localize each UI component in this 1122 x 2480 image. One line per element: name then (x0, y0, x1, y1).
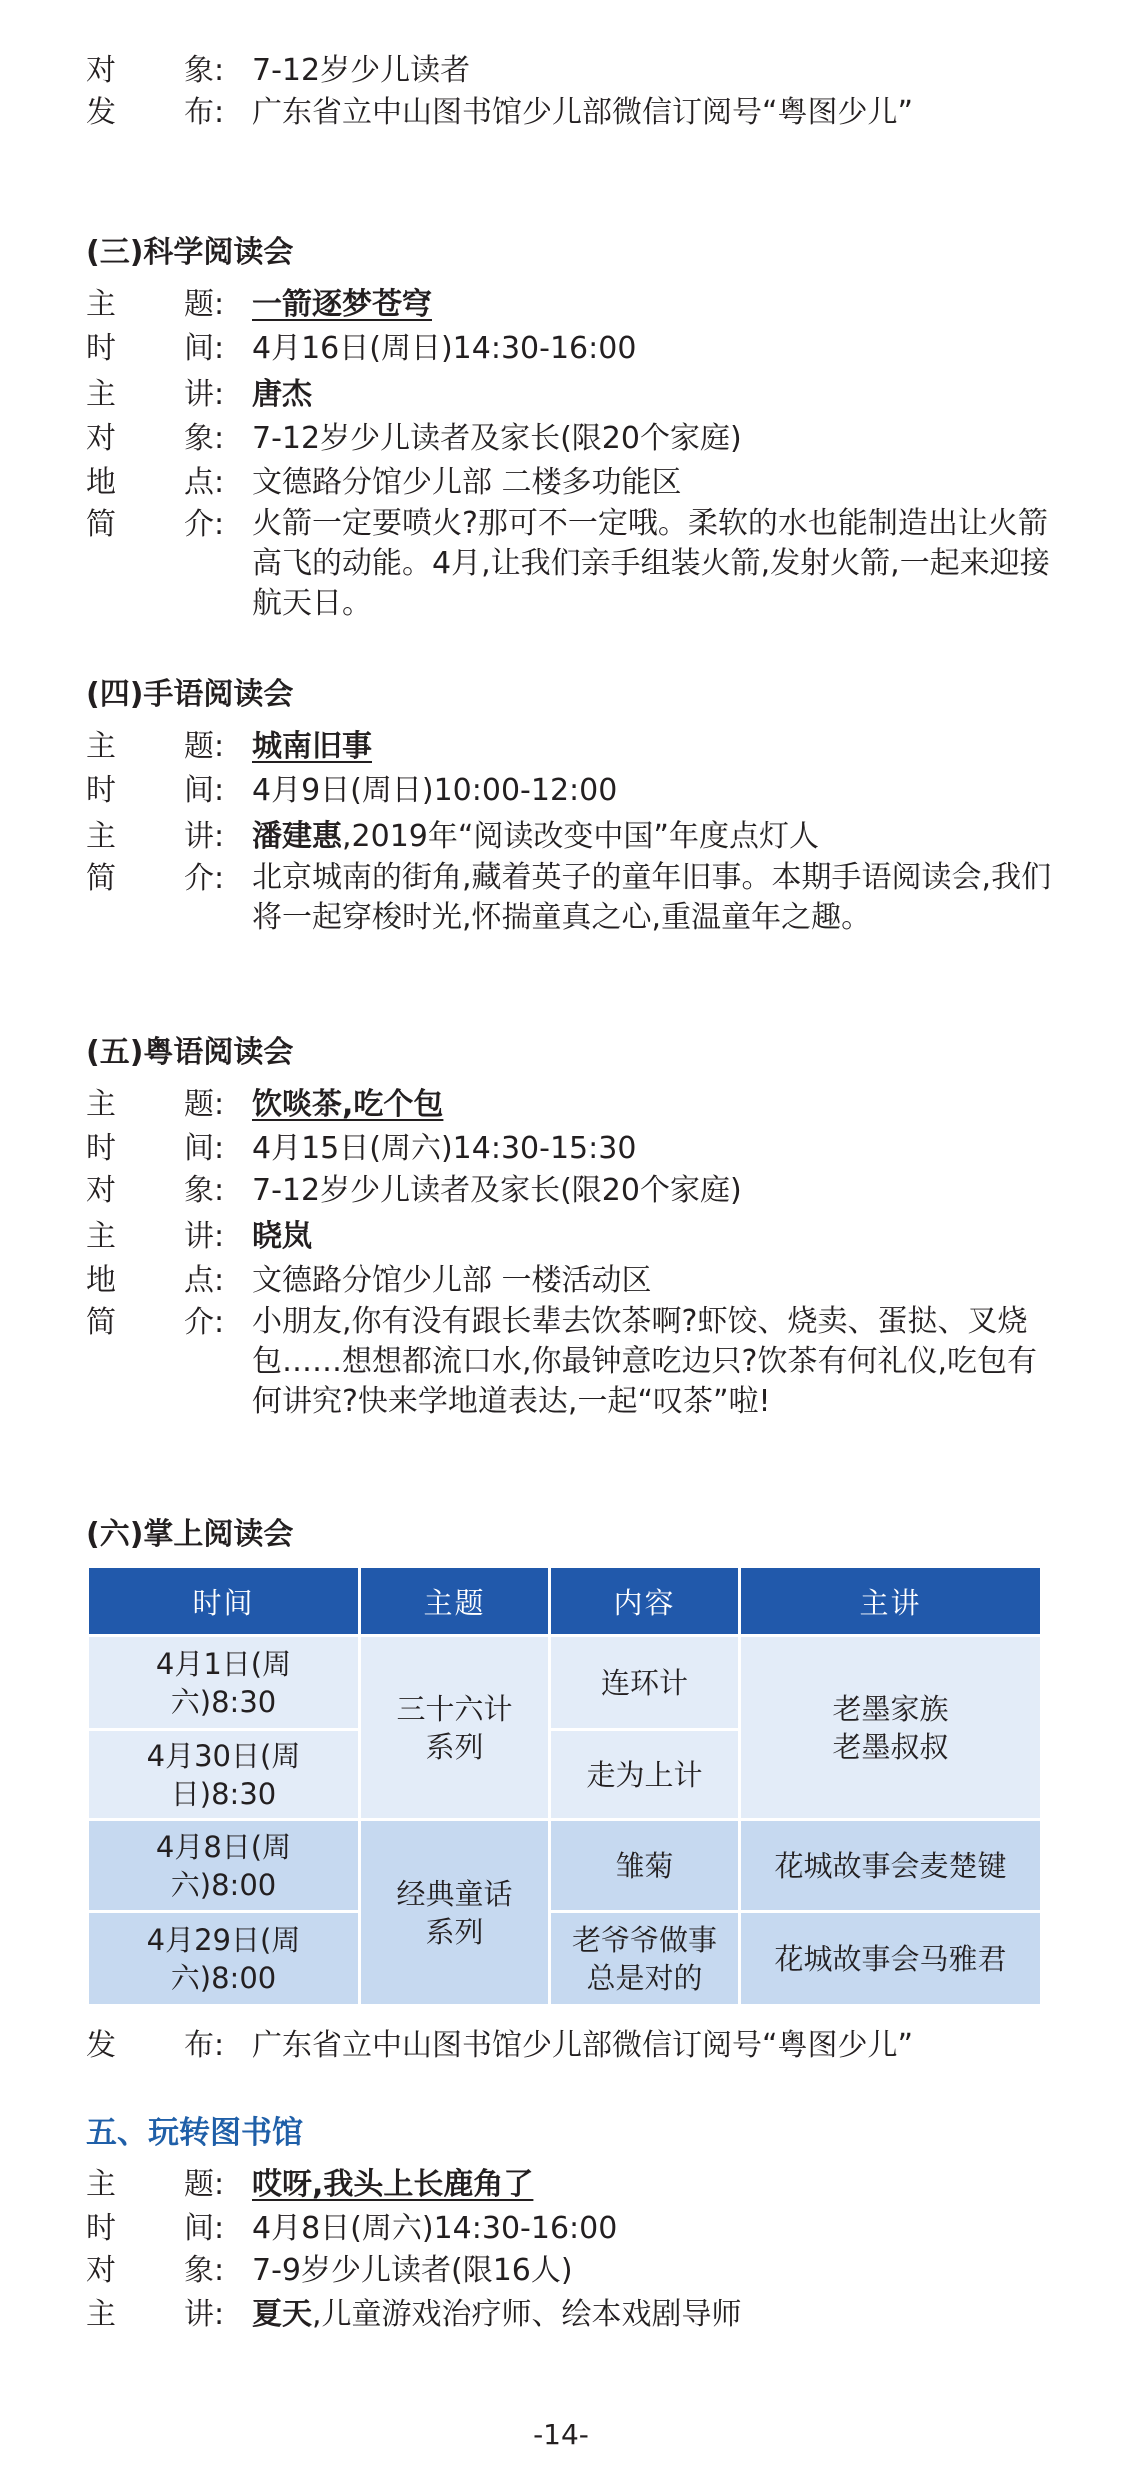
label-char: 时 (86, 2211, 116, 2246)
label-char: 间 (184, 773, 214, 808)
label-char: 点 (184, 465, 214, 500)
label-char: 时 (86, 773, 116, 808)
speaker-desc: ,2019年“阅读改变中国”年度点灯人 (342, 819, 819, 854)
label-char: 主 (86, 2167, 116, 2202)
place-value: 文德路分馆少儿部 二楼多功能区 (252, 465, 682, 500)
table-row (88, 1820, 1042, 1912)
label-colon: : (214, 331, 225, 366)
label-char: 时 (86, 331, 116, 366)
theme-value: 一箭逐梦苍穹 (252, 287, 432, 322)
column-header-topic: 主题 (360, 1567, 550, 1636)
label-colon: : (214, 1263, 225, 1298)
table-row (88, 1636, 1042, 1730)
speaker-value: 唐杰 (252, 377, 312, 412)
label-char: 象 (184, 2253, 214, 2288)
section-heading-library: 五、玩转图书馆 (86, 2115, 303, 2151)
label-char: 题 (184, 729, 214, 764)
label-char: 发 (86, 2028, 116, 2063)
time-cell: 4月1日(周六)8:30 (88, 1636, 360, 1730)
label-char: 主 (86, 2297, 116, 2332)
label-colon: : (214, 507, 225, 542)
intro-text: 火箭一定要喷火?那可不一定哦。柔软的水也能制造出让火箭高飞的动能。4月,让我们亲手组装火箭,发射火箭,一起来迎接航天日。 (252, 506, 1050, 621)
label-char: 象 (184, 421, 214, 456)
label-colon: : (214, 1305, 225, 1340)
audience-value: 7-12岁少儿读者 (252, 53, 471, 88)
speaker-value: 晓岚 (252, 1219, 312, 1254)
label-char: 主 (86, 729, 116, 764)
label-colon: : (214, 729, 225, 764)
audience-value: 7-12岁少儿读者及家长(限20个家庭) (252, 421, 742, 456)
content-cell: 连环计 (550, 1636, 740, 1730)
label-char: 象 (184, 1173, 214, 1208)
topic-cell: 三十六计系列 (360, 1636, 550, 1820)
table-header-row (88, 1567, 1042, 1636)
label-char: 介 (184, 861, 214, 896)
label-char: 地 (86, 1263, 116, 1298)
time-value: 4月8日(周六)14:30-16:00 (252, 2211, 618, 2246)
time-value: 4月9日(周日)10:00-12:00 (252, 773, 618, 808)
label-char: 题 (184, 2167, 214, 2202)
time-cell: 4月29日(周六)8:00 (88, 1912, 360, 2006)
speaker-cell: 老墨家族老墨叔叔 (740, 1636, 1042, 1820)
section-heading-cantonese: (五)粤语阅读会 (86, 1035, 294, 1070)
time-value: 4月15日(周六)14:30-15:30 (252, 1131, 637, 1166)
label-char: 简 (86, 861, 116, 896)
time-value: 4月16日(周日)14:30-16:00 (252, 331, 637, 366)
label-colon: : (214, 1219, 225, 1254)
label-char: 象 (184, 53, 214, 88)
label-char: 题 (184, 1087, 214, 1122)
label-char: 对 (86, 53, 116, 88)
label-char: 布 (184, 2028, 214, 2063)
label-colon: : (214, 95, 225, 130)
label-char: 讲 (184, 1219, 214, 1254)
label-char: 简 (86, 507, 116, 542)
label-char: 主 (86, 1219, 116, 1254)
label-char: 介 (184, 507, 214, 542)
speaker-value (252, 2294, 1122, 2336)
label-colon: : (214, 421, 225, 456)
label-char: 讲 (184, 819, 214, 854)
label-char: 间 (184, 331, 214, 366)
label-char: 对 (86, 1173, 116, 1208)
time-cell: 4月30日(周日)8:30 (88, 1730, 360, 1820)
label-colon: : (214, 2211, 225, 2246)
label-colon: : (214, 465, 225, 500)
label-colon: : (214, 1173, 225, 1208)
label-char: 点 (184, 1263, 214, 1298)
theme-value: 饮啖茶,吃个包 (252, 1087, 444, 1122)
label-char: 间 (184, 2211, 214, 2246)
speaker-cell: 花城故事会马雅君 (740, 1912, 1042, 2006)
publish-value: 广东省立中山图书馆少儿部微信订阅号“粤图少儿” (252, 95, 914, 130)
label-colon: : (214, 1131, 225, 1166)
label-colon: : (214, 773, 225, 808)
label-char: 主 (86, 1087, 116, 1122)
label-colon: : (214, 2253, 225, 2288)
topic-cell: 经典童话系列 (360, 1820, 550, 2006)
section-heading-science: (三)科学阅读会 (86, 235, 294, 270)
place-value: 文德路分馆少儿部 一楼活动区 (252, 1263, 652, 1298)
label-char: 时 (86, 1131, 116, 1166)
label-char: 主 (86, 819, 116, 854)
label-char: 讲 (184, 377, 214, 412)
publish-value: 广东省立中山图书馆少儿部微信订阅号“粤图少儿” (252, 2028, 914, 2063)
table-row (88, 1912, 1042, 2006)
speaker-name: 潘建惠 (252, 819, 342, 854)
label-colon: : (214, 2028, 225, 2063)
audience-value: 7-9岁少儿读者(限16人) (252, 2253, 573, 2288)
theme-value: 城南旧事 (252, 729, 372, 764)
label-char: 主 (86, 377, 116, 412)
intro-text: 小朋友,你有没有跟长辈去饮茶啊?虾饺、烧卖、蛋挞、叉烧包……想想都流口水,你最钟意吃边只?饮茶有何礼仪,吃包有何讲究?快来学地道表达,一起“叹茶”啦! (252, 1304, 1037, 1419)
label-colon: : (214, 377, 225, 412)
label-char: 间 (184, 1131, 214, 1166)
speaker-value (252, 816, 1122, 858)
label-char: 题 (184, 287, 214, 322)
speaker-cell: 花城故事会麦楚键 (740, 1820, 1042, 1912)
section-heading-sign-language: (四)手语阅读会 (86, 677, 294, 712)
content-cell: 雏菊 (550, 1820, 740, 1912)
label-char: 介 (184, 1305, 214, 1340)
label-colon: : (214, 2297, 225, 2332)
column-header-speaker: 主讲 (740, 1567, 1042, 1636)
label-colon: : (214, 819, 225, 854)
label-char: 对 (86, 2253, 116, 2288)
label-char: 简 (86, 1305, 116, 1340)
label-char: 地 (86, 465, 116, 500)
column-header-content: 内容 (550, 1567, 740, 1636)
label-colon: : (214, 1087, 225, 1122)
label-colon: : (214, 2167, 225, 2202)
label-colon: : (214, 287, 225, 322)
label-colon: : (214, 53, 225, 88)
content-cell: 走为上计 (550, 1730, 740, 1820)
schedule-table (86, 1565, 1043, 2007)
column-header-time: 时间 (88, 1567, 360, 1636)
time-cell: 4月8日(周六)8:00 (88, 1820, 360, 1912)
label-char: 讲 (184, 2297, 214, 2332)
intro-text: 北京城南的街角,藏着英子的童年旧事。本期手语阅读会,我们将一起穿梭时光,怀揣童真之心,重温童年之趣。 (252, 860, 1052, 935)
speaker-desc: ,儿童游戏治疗师、绘本戏剧导师 (312, 2297, 742, 2332)
page-number: -14- (533, 2418, 589, 2451)
content-cell: 老爷爷做事总是对的 (550, 1912, 740, 2006)
audience-value: 7-12岁少儿读者及家长(限20个家庭) (252, 1173, 742, 1208)
label-char: 发 (86, 95, 116, 130)
label-colon: : (214, 861, 225, 896)
theme-value: 哎呀,我头上长鹿角了 (252, 2167, 534, 2202)
label-char: 主 (86, 287, 116, 322)
section-heading-mobile-reading: (六)掌上阅读会 (86, 1517, 294, 1552)
label-char: 布 (184, 95, 214, 130)
speaker-name: 夏天 (252, 2297, 312, 2332)
label-char: 对 (86, 421, 116, 456)
